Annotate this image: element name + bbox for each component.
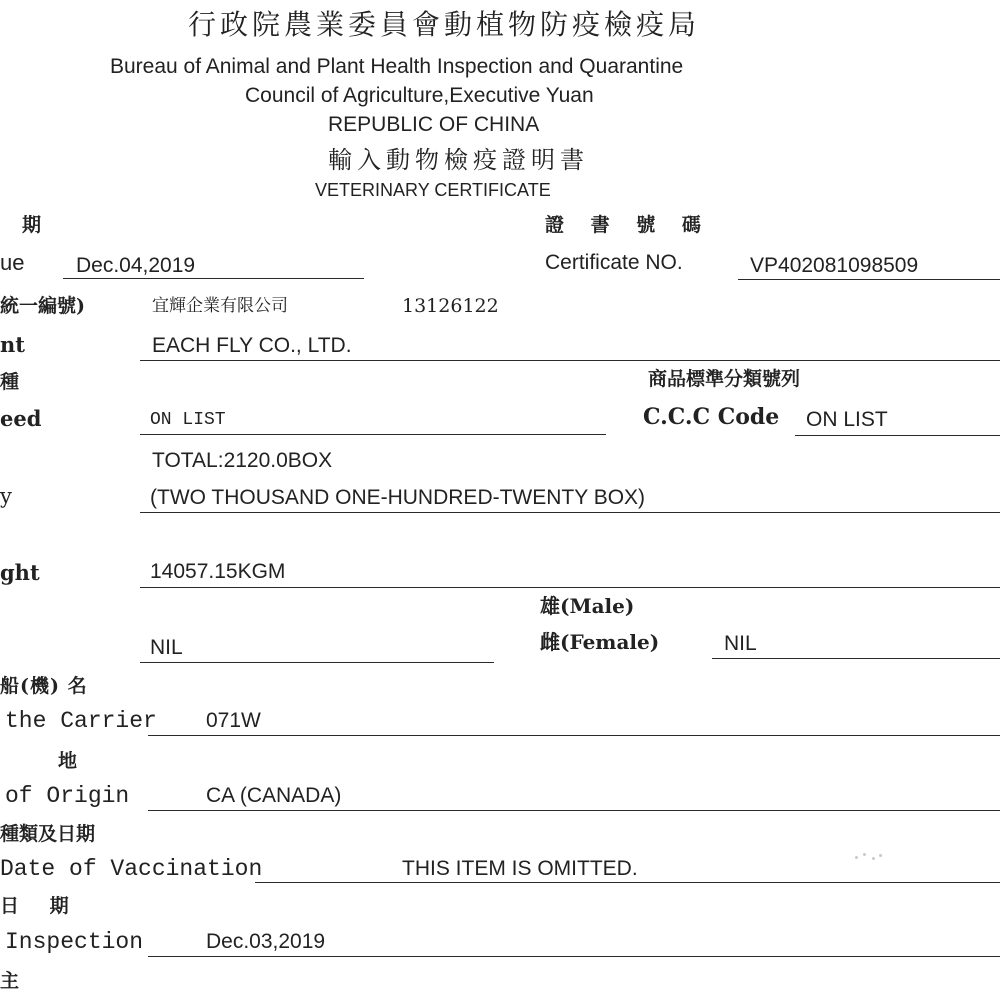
vaccination-value: THIS ITEM IS OMITTED. [402,857,638,880]
female-label: 雌(Female) [540,630,660,654]
origin-value: CA (CANADA) [206,784,342,807]
ccc-code-label-en: C.C.C Code [643,404,780,430]
breed-value: ON LIST [150,410,226,430]
origin-label-en: of Origin [5,783,130,809]
inspection-date-value: Dec.03,2019 [206,930,326,953]
agency-english-title: Bureau of Animal and Plant Health Inspection and Quarantine [110,55,684,78]
quantity-label-en: y [0,484,12,508]
applicant-tax-id: 13126122 [402,295,499,317]
inspection-label-zh: 日 期 [0,895,81,917]
vaccination-label-zh: 種類及日期 [0,823,96,845]
certificate-no-value: VP402081098509 [750,254,919,277]
certificate-no-label-en: Certificate NO. [545,251,683,274]
male-label: 雄(Male) [540,594,635,618]
sex-underline [140,662,494,663]
applicant-underline [140,360,1000,361]
quantity-total: TOTAL:2120.0BOX [152,449,333,472]
next-field-label-zh: 主 [0,970,20,992]
issue-date-label-en: ue [0,250,25,275]
certificate-title-english: VETERINARY CERTIFICATE [315,180,551,200]
ccc-code-label-zh: 商品標準分類號列 [648,368,801,390]
breed-label-en: eed [0,406,42,431]
issue-date-label-zh: 期 [22,214,42,236]
issue-date-value: Dec.04,2019 [76,254,196,277]
breed-underline [140,434,606,435]
female-underline [712,658,1000,659]
ccc-code-underline [795,435,1000,436]
certificate-no-label-zh: 證 書 號 碼 [545,214,711,236]
origin-underline [148,810,1000,811]
vaccination-label-en: Date of Vaccination [0,856,263,882]
applicant-name-zh: 宜輝企業有限公司 [152,296,288,316]
applicant-label-zh: 統一編號) [0,295,85,317]
inspection-underline [148,956,1000,957]
carrier-value: 071W [206,709,261,732]
applicant-label-en: nt [0,332,25,357]
country-name: REPUBLIC OF CHINA [328,113,540,136]
weight-label-en: ght [0,560,40,585]
breed-label-zh: 種 [0,371,20,393]
council-name: Council of Agriculture,Executive Yuan [245,84,594,107]
weight-value: 14057.15KGM [150,560,286,583]
carrier-label-en: the Carrier [5,708,157,734]
quantity-in-words: (TWO THOUSAND ONE-HUNDRED-TWENTY BOX) [150,486,646,509]
faint-stamp-mark [855,852,883,862]
carrier-underline [148,735,1000,736]
inspection-label-en: Inspection [5,929,144,955]
vaccination-underline [255,882,1000,883]
sex-value: NIL [150,636,183,659]
ccc-code-value: ON LIST [806,408,888,431]
certificate-title-chinese: 輸入動物檢疫證明書 [328,146,589,174]
origin-label-zh: 地 [58,750,78,772]
certificate-no-underline [738,279,1000,280]
female-value: NIL [724,632,757,655]
agency-chinese-title: 行政院農業委員會動植物防疫檢疫局 [188,8,701,41]
issue-date-underline [63,278,364,279]
applicant-name-en: EACH FLY CO., LTD. [152,334,352,357]
quantity-underline [140,512,1000,513]
weight-underline [140,587,1000,588]
carrier-label-zh: 船(機) 名 [0,675,88,697]
